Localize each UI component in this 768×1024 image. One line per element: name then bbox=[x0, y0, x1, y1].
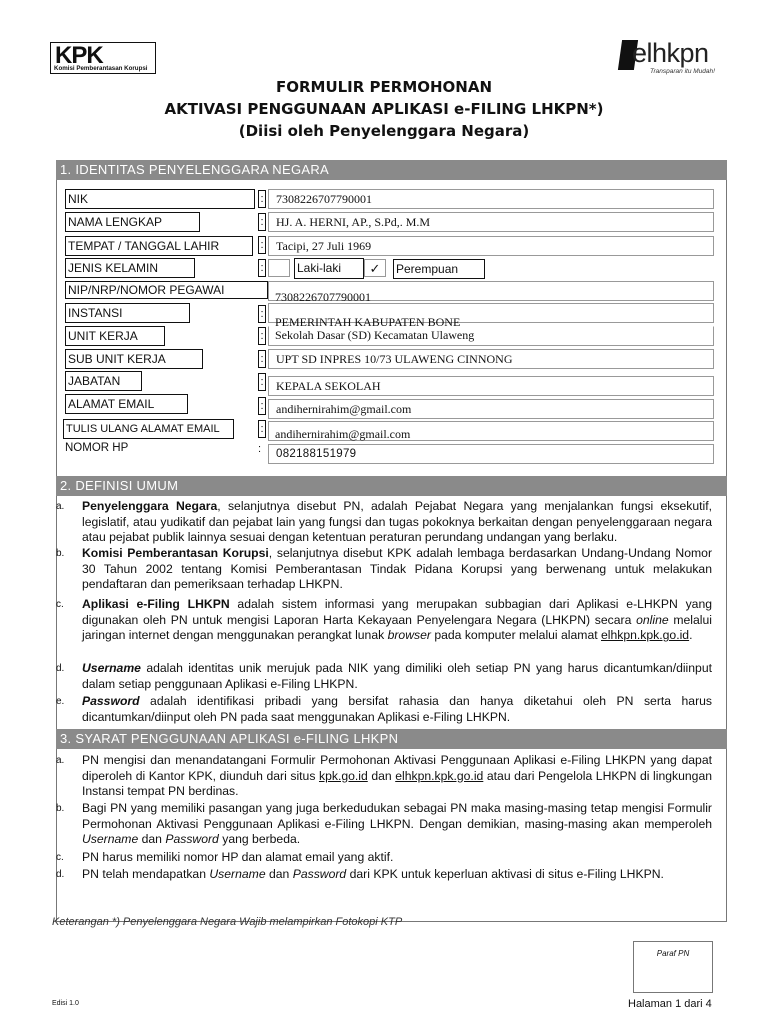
elhkpn-link[interactable]: elhkpn.kpk.go.id bbox=[601, 628, 690, 643]
jabatan-field[interactable]: KEPALA SEKOLAH bbox=[268, 376, 714, 396]
kpk-link[interactable]: kpk.go.id bbox=[318, 768, 368, 783]
jk-colon: : bbox=[258, 259, 266, 277]
email-field[interactable]: andihernirahim@gmail.com bbox=[268, 399, 714, 419]
elhkpn-logo bbox=[620, 36, 730, 82]
syarat-b-text-3: yang berbeda. bbox=[218, 832, 301, 847]
definition-c-online: online bbox=[636, 612, 669, 627]
kpk-logo-text: KPK bbox=[55, 42, 103, 69]
jabatan-colon: : bbox=[258, 373, 266, 391]
section-3-heading: 3. SYARAT PENGGUNAAN APLIKASI e-FILING LHKPN bbox=[56, 729, 727, 749]
subunit-field[interactable]: UPT SD INPRES 10/73 ULAWENG CINNONG bbox=[268, 349, 714, 369]
edition-label: Edisi 1.0 bbox=[52, 1000, 79, 1007]
unit-label: UNIT KERJA bbox=[65, 326, 165, 346]
title-line-1: FORMULIR PERMOHONAN bbox=[275, 78, 493, 96]
jk-option-laki[interactable]: Laki-laki bbox=[294, 258, 364, 279]
definition-c-text-3: pada komputer melalui alamat bbox=[430, 628, 601, 643]
hp-label: NOMOR HP bbox=[65, 442, 129, 454]
definition-b bbox=[56, 546, 713, 593]
syarat-d-marker: d. bbox=[56, 869, 65, 880]
jk-label: JENIS KELAMIN bbox=[65, 258, 195, 278]
syarat-b-username: Username bbox=[82, 832, 139, 847]
syarat-a-text-1: PN mengisi dan menandatangani Formulir Permohonan Aktivasi Penggunaan Aplikasi e-Filing LHKPN yang dapat diperoleh di Kantor KPK, diunduh dari situs bbox=[82, 753, 712, 783]
definition-c-text-1: adalah sistem informasi yang merupakan subbagian dari Aplikasi e-LHKPN yang digunakan oleh PN untuk mengisi Laporan Harta Kekayaan Penyelengara Negara (LHKPN) secara bbox=[82, 597, 712, 627]
syarat-d-username: Username bbox=[209, 867, 266, 881]
syarat-b-password: Password bbox=[165, 832, 219, 847]
definition-a-text: , selanjutnya disebut PN, adalah Pejabat Negara yang menjalankan fungsi eksekutif, legislatif, atau yudikatif dan pejabat lain yang fungsi dan tugas pokoknya berkaitan dengan penyelenggaraan negara atau pejabat publik lainnya sesuai dengan ketentuan peraturan perundang undangan yang berlaku. bbox=[82, 499, 712, 545]
elhkpn-link-2[interactable]: elhkpn.kpk.go.id bbox=[395, 768, 484, 783]
nip-value: 7308226707790001 bbox=[275, 290, 371, 304]
ttl-field[interactable]: Tacipi, 27 Juli 1969 bbox=[268, 236, 714, 256]
title-line-2: AKTIVASI PENGGUNAAN APLIKASI e-FILING LHKPN*) bbox=[164, 100, 604, 118]
instansi-colon: : bbox=[258, 305, 266, 323]
definition-e bbox=[56, 694, 712, 725]
definition-e-marker: e. bbox=[56, 696, 65, 707]
hp-field[interactable]: 082188151979 bbox=[268, 444, 714, 464]
definition-c-text-2: melalui jaringan internet dengan menggunakan perangkat lunak bbox=[82, 612, 712, 643]
definition-c bbox=[56, 597, 712, 644]
email2-value: andihernirahim@gmail.com bbox=[275, 427, 411, 441]
footnote: Keterangan *) Penyelenggara Negara Wajib melampirkan Fotokopi KTP bbox=[52, 916, 403, 928]
email-colon: : bbox=[258, 397, 266, 415]
instansi-label: INSTANSI bbox=[65, 303, 190, 323]
definition-c-browser: browser bbox=[387, 628, 431, 643]
syarat-c-marker: c. bbox=[56, 852, 64, 863]
definition-e-term: Password bbox=[82, 694, 140, 708]
jabatan-label: JABATAN bbox=[65, 371, 142, 391]
definition-b-text: , selanjutnya disebut KPK adalah lembaga berdasarkan Undang-Undang Nomor 30 Tahun 2002 tentang Komisi Pemberantasan Tindak Pidana Korupsi yang berwenang untuk melakukan pendaftaran dan pemeriksaan terhadap LHKPN. bbox=[82, 546, 713, 592]
unit-value: Sekolah Dasar (SD) Kecamatan Ulaweng bbox=[275, 328, 475, 342]
nama-label: NAMA LENGKAP bbox=[65, 212, 200, 232]
syarat-b-text-2: dan bbox=[138, 832, 166, 847]
syarat-b-marker: b. bbox=[56, 803, 65, 814]
subunit-label: SUB UNIT KERJA bbox=[65, 349, 203, 369]
definition-e-text: adalah identifikasi pribadi yang bersifat rahasia dan hanya diketahui oleh PN serta harus dicantumkan/diinput oleh PN pada saat menggunakan Aplikasi e-Filing LHKPN. bbox=[82, 694, 712, 724]
syarat-a-marker: a. bbox=[56, 755, 65, 766]
ttl-label: TEMPAT / TANGGAL LAHIR bbox=[65, 236, 253, 256]
syarat-b bbox=[56, 801, 712, 848]
syarat-b-text-1: Bagi PN yang memiliki pasangan yang juga berkedudukan sebagai PN maka masing-masing tetap mengisi Formulir Permohonan Aktivasi Penggunaan Aplikasi e-Filing LHKPN. Dengan demikian, masing-masing akan memperoleh bbox=[82, 801, 712, 831]
syarat-a-text-2: dan bbox=[367, 768, 396, 783]
subunit-colon: : bbox=[258, 350, 266, 368]
jk-checkbox-perempuan[interactable]: ✓ bbox=[364, 259, 386, 277]
definition-a bbox=[56, 499, 712, 546]
unit-colon: : bbox=[258, 327, 266, 345]
definition-d bbox=[56, 661, 712, 692]
hp-colon: : bbox=[258, 443, 262, 455]
syarat-c bbox=[56, 850, 712, 866]
kpk-logo-subtitle: Komisi Pemberantasan Korupsi bbox=[54, 65, 148, 72]
definition-b-marker: b. bbox=[56, 548, 65, 559]
syarat-c-text: PN harus memiliki nomor HP dan alamat email yang aktif. bbox=[82, 850, 394, 864]
definition-a-term: Penyelenggara Negara bbox=[82, 499, 218, 513]
kpk-logo bbox=[50, 42, 156, 74]
email2-label: TULIS ULANG ALAMAT EMAIL bbox=[63, 419, 234, 439]
elhkpn-logo-text: elhkpn bbox=[632, 38, 709, 68]
nik-colon: : bbox=[258, 190, 266, 208]
paraf-box[interactable] bbox=[633, 941, 713, 993]
definition-d-text: adalah identitas unik merujuk pada NIK yang dimiliki oleh setiap PN yang harus dicantumkan/diinput dalam setiap penggunaan Aplikasi e-Filing LHKPN. bbox=[82, 661, 712, 691]
title-line-3: (Diisi oleh Penyelenggara Negara) bbox=[238, 122, 530, 140]
section-1-heading: 1. IDENTITAS PENYELENGGARA NEGARA bbox=[56, 160, 727, 180]
definition-c-text-4: . bbox=[689, 628, 693, 643]
syarat-d-text-1: PN telah mendapatkan bbox=[82, 867, 210, 881]
nik-field[interactable]: 7308226707790001 bbox=[268, 189, 714, 209]
paraf-label: Paraf PN bbox=[656, 949, 690, 958]
nik-label: NIK bbox=[65, 189, 255, 209]
email2-colon: : bbox=[258, 420, 266, 438]
instansi-value: PEMERINTAH KABUPATEN BONE bbox=[275, 315, 461, 329]
syarat-a-text-3: atau dari Pengelola LHKPN di lingkungan Instansi tempat PN berdinas. bbox=[82, 768, 712, 799]
definition-a-marker: a. bbox=[56, 501, 65, 512]
elhkpn-tagline: Transparan itu Mudah! bbox=[650, 68, 715, 75]
nama-field[interactable]: HJ. A. HERNI, AP., S.Pd,. M.M bbox=[268, 212, 714, 232]
page-number: Halaman 1 dari 4 bbox=[628, 998, 712, 1010]
syarat-d bbox=[56, 867, 712, 883]
nip-label: NIP/NRP/NOMOR PEGAWAI bbox=[65, 281, 268, 299]
definition-c-marker: c. bbox=[56, 599, 64, 610]
syarat-d-password: Password bbox=[292, 867, 347, 881]
ttl-colon: : bbox=[258, 236, 266, 254]
definition-d-marker: d. bbox=[56, 663, 65, 674]
definition-b-term: Komisi Pemberantasan Korupsi bbox=[82, 546, 269, 560]
definition-c-term: Aplikasi e-Filing LHKPN bbox=[82, 597, 230, 611]
syarat-d-text-3: dari KPK untuk keperluan aktivasi di situs e-Filing LHKPN. bbox=[346, 867, 664, 881]
jk-option-perempuan[interactable]: Perempuan bbox=[393, 259, 485, 279]
syarat-d-text-2: dan bbox=[265, 867, 293, 881]
jk-checkbox-laki[interactable] bbox=[268, 259, 290, 277]
nama-colon: : bbox=[258, 213, 266, 231]
syarat-a bbox=[56, 753, 712, 800]
section-2-heading: 2. DEFINISI UMUM bbox=[56, 476, 727, 496]
email-label: ALAMAT EMAIL bbox=[65, 394, 188, 414]
definition-d-term: Username bbox=[82, 661, 141, 675]
